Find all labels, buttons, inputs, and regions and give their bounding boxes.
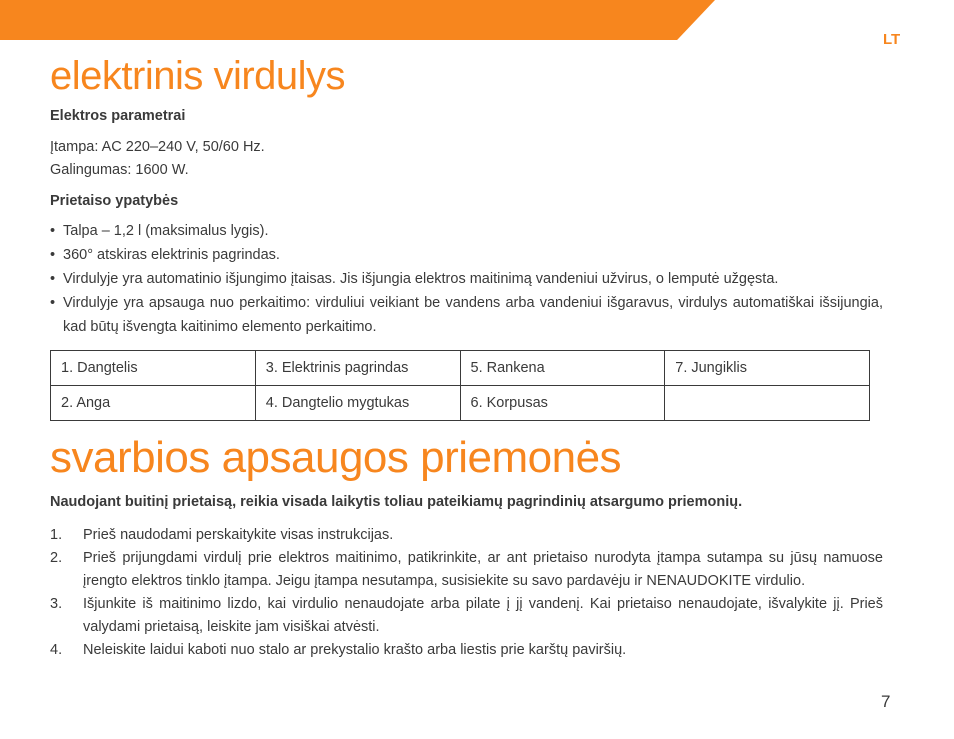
- list-item: [50, 639, 883, 662]
- item-number: 2.: [50, 550, 63, 566]
- list-item: [50, 524, 883, 547]
- list-item: • Virdulyje yra apsauga nuo perkaitimo: virduliui veikiant be vandens arba vandeniui išgaravus, virdulys automatiškai išsijungia, kad būtų išvengta kaitinimo elemento perkaitimo.: [50, 291, 883, 339]
- voltage-text: Įtampa: AC 220–240 V, 50/60 Hz.: [50, 139, 265, 155]
- safety-intro: Naudojant buitinį prietaisą, reikia visada laikytis toliau pateikiamų pagrindinių atsargumo priemonių.: [50, 494, 743, 510]
- features-list: [50, 219, 883, 339]
- item-text: Neleiskite laidui kaboti nuo stalo ar prekystalio krašto arba liestis prie karštų paviršių.: [83, 642, 627, 658]
- section-title-kettle: elektrinis virdulys: [50, 54, 346, 98]
- item-text: Išjunkite iš maitinimo lizdo, kai virdulio nenaudojate arba pilate į jį vandenį. Kai prietaiso nenaudojate, išvalykite jį. Prieš valydami prietaisą, leiskite jam visiškai atvėsti.: [83, 596, 883, 635]
- table-cell: [665, 386, 870, 421]
- table-cell: 5. Rankena: [460, 351, 665, 386]
- item-text: Prieš prijungdami virdulį prie elektros maitinimo, patikrinkite, ar ant prietaiso nurodyta įtampa sutampa su jūsų namuose įrengto elektros tinklo įtampa. Jeigu įtampa nesutampa, susisiekite su savo pardavėju ir NENAUDOKITE virdulio.: [83, 550, 883, 589]
- section-title-safety: svarbios apsaugos priemonės: [50, 433, 622, 482]
- list-item: [50, 547, 883, 593]
- list-item: • Talpa – 1,2 l (maksimalus lygis).: [50, 219, 883, 243]
- header-band: [0, 0, 715, 40]
- safety-list: [50, 524, 883, 662]
- item-number: 3.: [50, 596, 63, 612]
- page-number: 7: [881, 692, 891, 711]
- language-code: LT: [883, 31, 901, 48]
- table-cell: 1. Dangtelis: [51, 351, 256, 386]
- list-item: • 360° atskiras elektrinis pagrindas.: [50, 243, 883, 267]
- item-number: 4.: [50, 642, 63, 658]
- table-row: [51, 386, 870, 421]
- features-heading: Prietaiso ypatybės: [50, 193, 179, 209]
- table-cell: 3. Elektrinis pagrindas: [255, 351, 460, 386]
- item-number: 1.: [50, 527, 63, 543]
- electrical-params-heading: Elektros parametrai: [50, 108, 186, 124]
- item-text: Prieš naudodami perskaitykite visas instrukcijas.: [83, 527, 394, 543]
- list-item: • Virdulyje yra automatinio išjungimo įtaisas. Jis išjungia elektros maitinimą vandeniui užvirus, o lemputė užgęsta.: [50, 267, 883, 291]
- parts-table: [50, 350, 870, 421]
- table-cell: 2. Anga: [51, 386, 256, 421]
- power-text: Galingumas: 1600 W.: [50, 162, 189, 178]
- table-cell: 4. Dangtelio mygtukas: [255, 386, 460, 421]
- list-item: [50, 593, 883, 639]
- table-cell: 6. Korpusas: [460, 386, 665, 421]
- table-cell: 7. Jungiklis: [665, 351, 870, 386]
- table-row: [51, 351, 870, 386]
